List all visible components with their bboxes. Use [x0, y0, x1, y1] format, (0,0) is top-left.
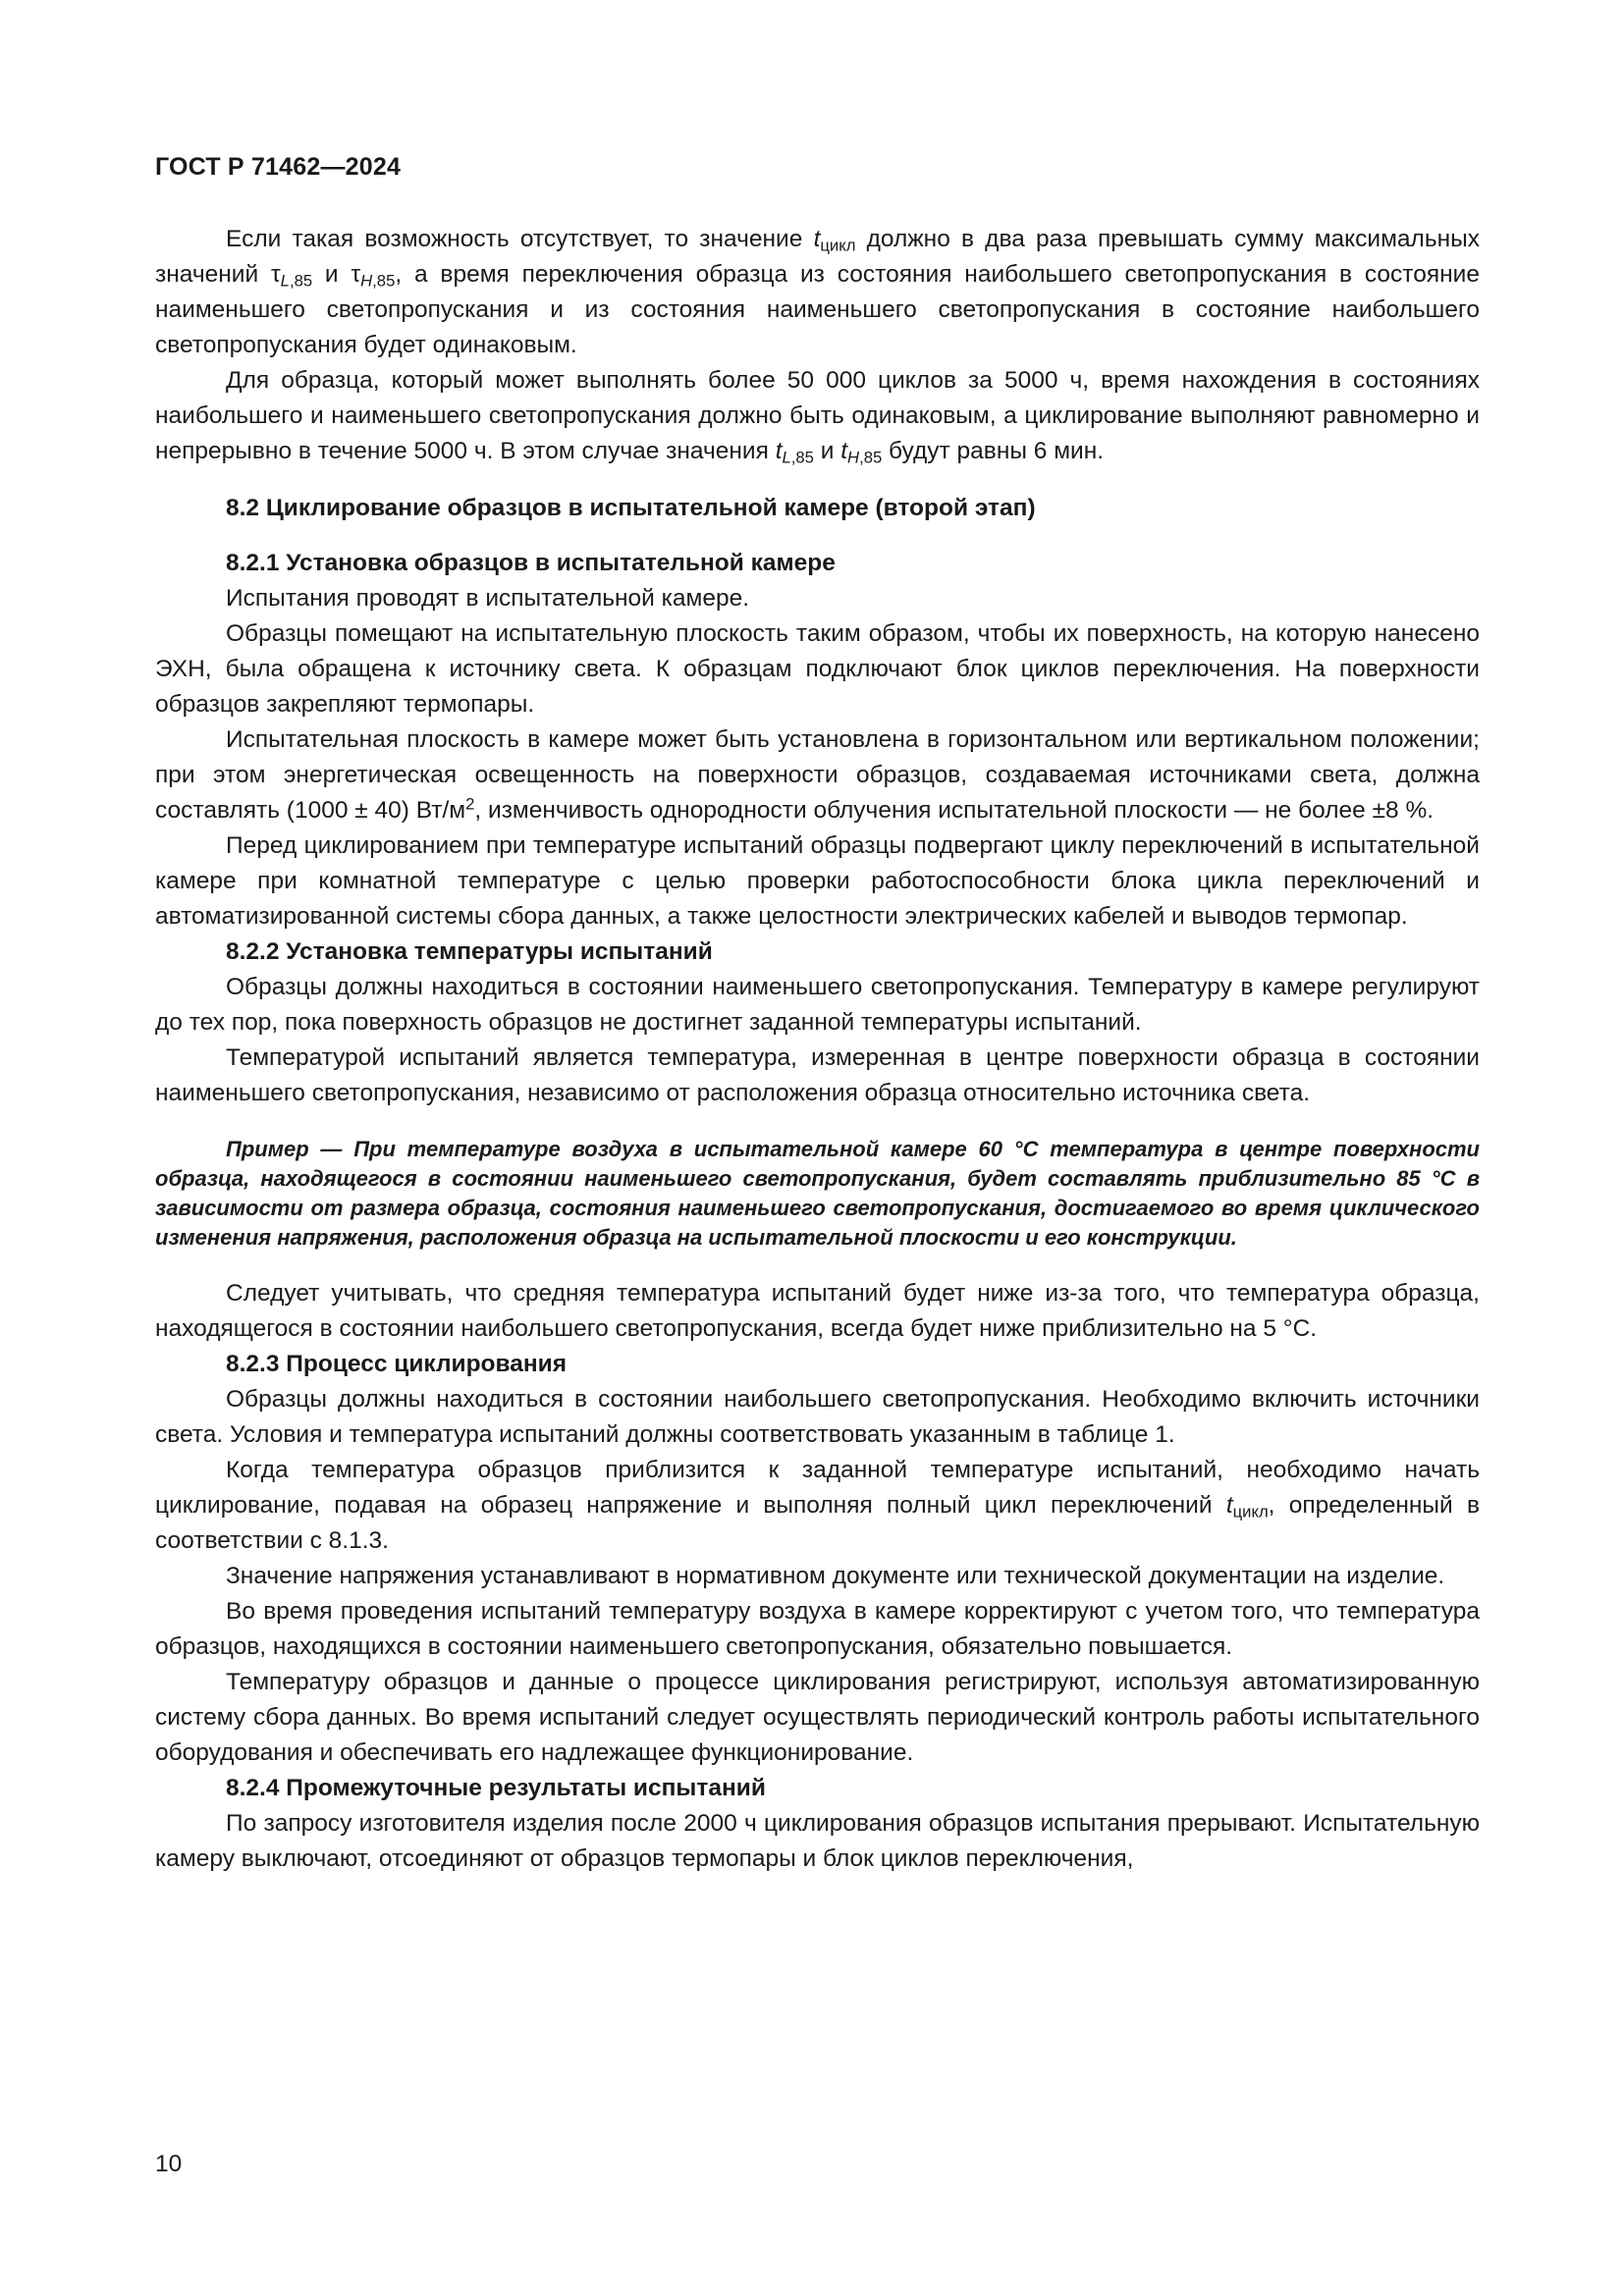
paragraph: Температуру образцов и данные о процессе циклирования регистрируют, используя автоматизированную систему сбора данных. Во время испытаний следует осуществлять периодический контроль работы испытательного оборудования и обеспечивать его надлежащее функционирование.: [155, 1669, 1480, 1766]
page-number: 10: [155, 2151, 183, 2177]
paragraph: Если такая возможность отсутствует, то значение $t_{цикл}$ должно в два раза превышать сумму максимальных значений $\tau_{L,85}$ и $\tau_{H,85}$, а время переключения образца из состояния наибольшего светопропускания в состояние наименьшего светопропускания и из состояния наименьшего светопропускания в состояние наибольшего светопропускания будет одинаковым.: [155, 226, 1481, 358]
document-body: [155, 222, 1480, 1877]
paragraph: Перед циклированием при температуре испытаний образцы подвергают циклу переключений в испытательной камере при комнатной температуре с целью проверки работоспособности блока цикла переключений и автоматизированной системы сбора данных, а также целостности электрических кабелей и выводов термопар.: [155, 832, 1480, 930]
section-title-8-2-1: 8.2.1 Установка образцов в испытательной камере: [226, 550, 836, 576]
paragraph: Образцы должны находиться в состоянии наименьшего светопропускания. Температуру в камере регулируют до тех пор, пока поверхность образцов не достигнет заданной температуры испытаний.: [155, 974, 1480, 1036]
document-header: ГОСТ Р 71462—2024: [155, 153, 402, 181]
paragraph: Для образца, который может выполнять более 50 000 циклов за 5000 ч, время нахождения в состояниях наибольшего и наименьшего светопропускания должно быть одинаковым, а циклирование выполняют равномерно и непрерывно в течение 5000 ч. В этом случае значения $t_{L,85}$ и $t_{H,85}$ будут равны 6 мин.: [155, 367, 1480, 467]
example-note: Пример — При температуре воздуха в испытательной камере 60 °С температура в центре поверхности образца, находящегося в состоянии наименьшего светопропускания, будет составлять приблизительно 85 °С в зависимости от размера образца, состояния наименьшего светопропускания, достигаемого во время циклического изменения напряжения, расположения образца на испытательной плоскости и его конструкции.: [155, 1137, 1480, 1250]
paragraph: По запросу изготовителя изделия после 2000 ч циклирования образцов испытания прерывают. Испытательную камеру выключают, отсоединяют от образцов термопары и блок циклов переключения,: [155, 1810, 1480, 1872]
paragraph: Во время проведения испытаний температуру воздуха в камере корректируют с учетом того, что температура образцов, находящихся в состоянии наименьшего светопропускания, обязательно повышается.: [155, 1598, 1480, 1660]
section-title-8-2-2: 8.2.2 Установка температуры испытаний: [226, 938, 713, 965]
paragraph: Следует учитывать, что средняя температура испытаний будет ниже из-за того, что температура образца, находящегося в состоянии наибольшего светопропускания, всегда будет ниже приблизительно на 5 °С.: [155, 1280, 1480, 1342]
paragraph: Испытательная плоскость в камере может быть установлена в горизонтальном или вертикальном положении; при этом энергетическая освещенность на поверхности образцов, создаваемая источниками света, должна составлять (1000 ± 40) $Вт/м^2$, изменчивость однородности облучения испытательной плоскости — не более ±8 %.: [155, 726, 1480, 824]
section-title-8-2-4: 8.2.4 Промежуточные результаты испытаний: [226, 1775, 766, 1801]
paragraph: Образцы должны находиться в состоянии наибольшего светопропускания. Необходимо включить источники света. Условия и температура испытаний должны соответствовать указанным в таблице 1.: [155, 1386, 1480, 1448]
paragraph: Температурой испытаний является температура, измеренная в центре поверхности образца в состоянии наименьшего светопропускания, независимо от расположения образца относительно источника света.: [155, 1044, 1480, 1106]
paragraph: Когда температура образцов приблизится к заданной температуре испытаний, необходимо начать циклирование, подавая на образец напряжение и выполняя полный цикл переключений $t_{цикл}$, определенный в соответствии с 8.1.3.: [155, 1457, 1480, 1554]
paragraph: Образцы помещают на испытательную плоскость таким образом, чтобы их поверхность, на которую нанесено ЭХН, была обращена к источнику света. К образцам подключают блок циклов переключения. На поверхности образцов закрепляют термопары.: [155, 620, 1480, 718]
section-title-8-2-3: 8.2.3 Процесс циклирования: [226, 1351, 568, 1377]
section-title-8-2: 8.2 Циклирование образцов в испытательной камере (второй этап): [226, 495, 1036, 521]
paragraph: Испытания проводят в испытательной камере.: [226, 585, 750, 612]
paragraph: Значение напряжения устанавливают в нормативном документе или технической документации на изделие.: [226, 1563, 1445, 1589]
